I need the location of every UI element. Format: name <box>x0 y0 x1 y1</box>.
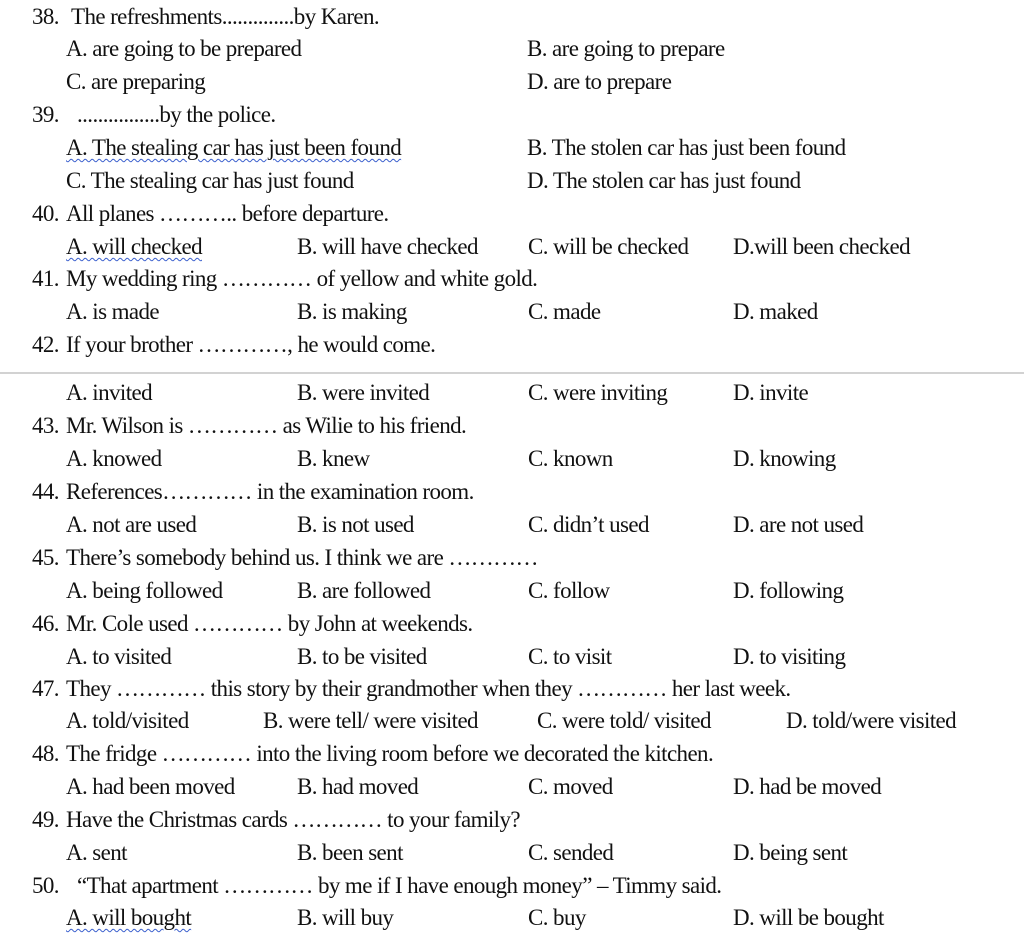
option-c: C. were inviting <box>528 380 668 405</box>
option-b: B. The stolen car has just been found <box>527 135 846 160</box>
option-a: A. told/visited <box>66 708 189 733</box>
question-44 <box>0 475 1024 508</box>
question-number: 50. <box>32 873 59 898</box>
option-b: B. been sent <box>297 840 403 865</box>
option-d: D. maked <box>733 299 818 324</box>
option-b: B. will buy <box>297 905 394 930</box>
question-number: 42. <box>32 332 59 357</box>
question-41 <box>0 262 1024 295</box>
options-46 <box>0 640 1024 673</box>
option-d: D. being sent <box>733 840 848 865</box>
options-40 <box>0 230 1024 263</box>
question-38 <box>0 0 1024 33</box>
options-39 <box>0 131 1024 164</box>
question-text: “That apartment ………… by me if I have enough money” – Timmy said. <box>77 873 722 898</box>
question-49 <box>0 803 1024 836</box>
option-b: B. is making <box>297 299 407 324</box>
option-b: B. were tell/ were visited <box>263 708 478 733</box>
option-b: B. are going to prepare <box>527 36 725 61</box>
options-50 <box>0 901 1024 934</box>
option-a: A. is made <box>66 299 160 324</box>
options-38b <box>0 65 1024 98</box>
options-42 <box>0 376 1024 409</box>
option-c: C. made <box>528 299 601 324</box>
question-text: There’s somebody behind us. I think we are ………… <box>66 545 538 570</box>
option-c: C. moved <box>528 774 613 799</box>
option-c: C. sended <box>528 840 614 865</box>
option-a: A. being followed <box>66 578 223 603</box>
option-d: D.will been checked <box>733 234 910 259</box>
option-c: C. known <box>528 446 613 471</box>
option-c: C. are preparing <box>66 69 206 94</box>
question-number: 46. <box>32 611 59 636</box>
question-number: 48. <box>32 741 59 766</box>
question-number: 47. <box>32 676 59 701</box>
option-d: D. The stolen car has just found <box>527 168 801 193</box>
option-c: C. will be checked <box>528 234 689 259</box>
option-c: C. didn’t used <box>528 512 649 537</box>
option-d: D. following <box>733 578 844 603</box>
question-50 <box>0 869 1024 902</box>
option-d: D. invite <box>733 380 809 405</box>
question-40 <box>0 197 1024 230</box>
options-43 <box>0 442 1024 475</box>
question-text: All planes ……….. before departure. <box>66 201 389 226</box>
question-text: Have the Christmas cards ………… to your family? <box>66 807 520 832</box>
option-b: B. is not used <box>297 512 414 537</box>
question-42 <box>0 328 1024 361</box>
question-number: 38. <box>32 4 59 29</box>
option-c: C. were told/ visited <box>537 708 711 733</box>
option-b: B. to be visited <box>297 644 427 669</box>
question-39 <box>0 98 1024 131</box>
options-38 <box>0 32 1024 65</box>
option-a: A. are going to be prepared <box>66 36 302 61</box>
option-a: A. not are used <box>66 512 197 537</box>
option-b: B. are followed <box>297 578 431 603</box>
option-d: D. will be bought <box>733 905 884 930</box>
options-39b <box>0 164 1024 197</box>
option-d: D. had be moved <box>733 774 882 799</box>
option-c: C. follow <box>528 578 610 603</box>
question-number: 43. <box>32 413 59 438</box>
option-d: D. to visiting <box>733 644 846 669</box>
question-text: ................by the police. <box>77 102 276 127</box>
options-41 <box>0 295 1024 328</box>
option-a: A. sent <box>66 840 127 865</box>
option-d: D. knowing <box>733 446 836 471</box>
question-number: 41. <box>32 266 59 291</box>
option-a: A. The stealing car has just been found <box>66 135 402 160</box>
option-b: B. knew <box>297 446 370 471</box>
option-b: B. were invited <box>297 380 430 405</box>
question-48 <box>0 737 1024 770</box>
option-a: A. to visited <box>66 644 172 669</box>
question-text: My wedding ring ………… of yellow and white gold. <box>66 266 538 291</box>
question-text: The refreshments..............by Karen. <box>71 4 380 29</box>
question-text: They ………… this story by their grandmother when they ………… her last week. <box>66 676 791 701</box>
page-divider <box>0 372 1024 374</box>
option-d: D. told/were visited <box>786 708 957 733</box>
option-a: A. had been moved <box>66 774 235 799</box>
question-number: 39. <box>32 102 59 127</box>
options-45 <box>0 574 1024 607</box>
option-b: B. had moved <box>297 774 419 799</box>
option-c: C. buy <box>528 905 586 930</box>
options-49 <box>0 836 1024 869</box>
option-b: B. will have checked <box>297 234 478 259</box>
question-text: Mr. Cole used ………… by John at weekends. <box>66 611 473 636</box>
option-a: A. will bought <box>66 905 192 930</box>
question-number: 49. <box>32 807 59 832</box>
options-47 <box>0 704 1024 737</box>
options-44 <box>0 508 1024 541</box>
option-d: D. are to prepare <box>527 69 672 94</box>
option-a: A. will checked <box>66 234 202 259</box>
question-text: References………… in the examination room. <box>66 479 474 504</box>
option-d: D. are not used <box>733 512 864 537</box>
question-text: The fridge ………… into the living room before we decorated the kitchen. <box>66 741 714 766</box>
question-number: 45. <box>32 545 59 570</box>
options-48 <box>0 770 1024 803</box>
question-number: 40. <box>32 201 59 226</box>
option-c: C. to visit <box>528 644 612 669</box>
question-text: Mr. Wilson is ………… as Wilie to his friend. <box>66 413 467 438</box>
option-a: A. invited <box>66 380 152 405</box>
option-c: C. The stealing car has just found <box>66 168 354 193</box>
option-a: A. knowed <box>66 446 162 471</box>
question-47 <box>0 672 1024 705</box>
question-45 <box>0 541 1024 574</box>
question-46 <box>0 607 1024 640</box>
question-text: If your brother …………, he would come. <box>66 332 436 357</box>
question-43 <box>0 409 1024 442</box>
question-number: 44. <box>32 479 59 504</box>
